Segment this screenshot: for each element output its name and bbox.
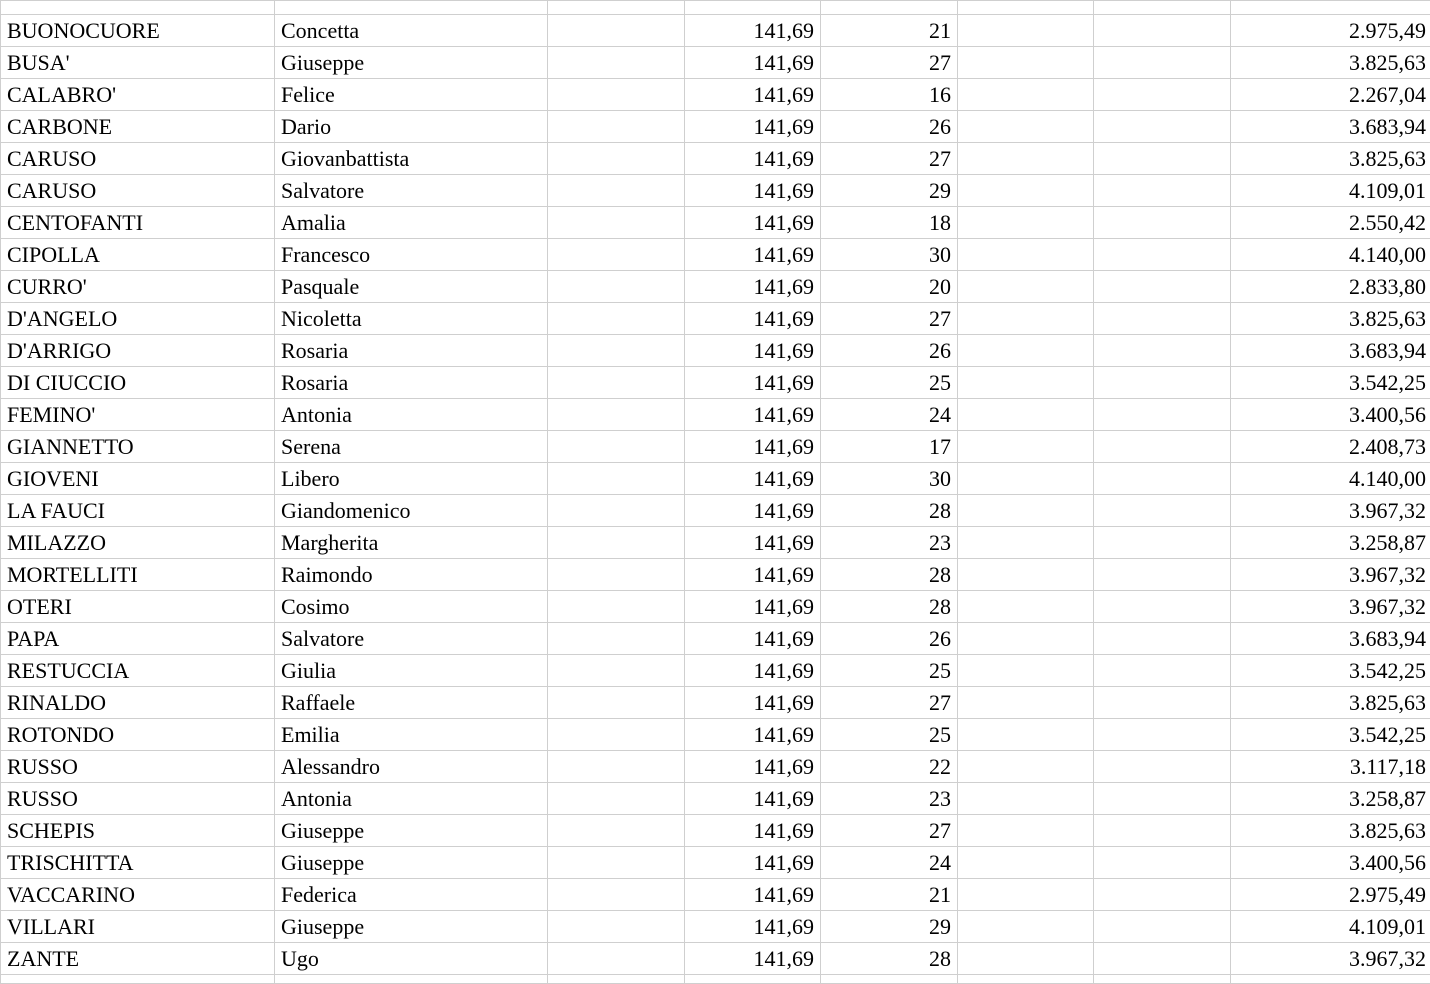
surname-cell[interactable]: CARUSO: [1, 143, 275, 175]
total-cell[interactable]: 3.825,63: [1231, 143, 1430, 175]
days-cell[interactable]: 30: [821, 239, 958, 271]
days-cell[interactable]: 23: [821, 527, 958, 559]
surname-cell[interactable]: BUSA': [1, 47, 275, 79]
rate-cell[interactable]: 141,69: [685, 111, 821, 143]
empty-cell[interactable]: [958, 623, 1094, 655]
first-name-cell[interactable]: Margherita: [275, 527, 548, 559]
empty-cell[interactable]: [958, 943, 1094, 975]
table-row: [1, 303, 1430, 335]
empty-cell[interactable]: [548, 335, 685, 367]
rate-cell[interactable]: 141,69: [685, 943, 821, 975]
table-row: [1, 15, 1430, 47]
table-cell[interactable]: [548, 975, 685, 984]
surname-cell[interactable]: RINALDO: [1, 687, 275, 719]
table-row: [1, 623, 1430, 655]
table-row: [1, 143, 1430, 175]
first-name-cell[interactable]: Giuseppe: [275, 911, 548, 943]
empty-cell[interactable]: [548, 623, 685, 655]
rate-cell[interactable]: 141,69: [685, 815, 821, 847]
empty-cell[interactable]: [958, 783, 1094, 815]
surname-cell[interactable]: BUONOCUORE: [1, 15, 275, 47]
table-row: [1, 943, 1430, 975]
table-cell[interactable]: [1094, 1, 1231, 15]
empty-cell[interactable]: [548, 431, 685, 463]
rate-cell[interactable]: 141,69: [685, 911, 821, 943]
surname-cell[interactable]: CARUSO: [1, 175, 275, 207]
surname-cell[interactable]: RUSSO: [1, 751, 275, 783]
first-name-cell[interactable]: Felice: [275, 79, 548, 111]
empty-cell[interactable]: [958, 47, 1094, 79]
empty-cell[interactable]: [958, 111, 1094, 143]
empty-cell[interactable]: [548, 495, 685, 527]
surname-cell[interactable]: OTERI: [1, 591, 275, 623]
table-row: [1, 559, 1430, 591]
days-cell[interactable]: 27: [821, 143, 958, 175]
first-name-cell[interactable]: Nicoletta: [275, 303, 548, 335]
first-name-cell[interactable]: Libero: [275, 463, 548, 495]
table-row: [1, 463, 1430, 495]
first-name-cell[interactable]: Antonia: [275, 399, 548, 431]
table-row: [1, 79, 1430, 111]
empty-cell[interactable]: [958, 207, 1094, 239]
empty-cell[interactable]: [958, 751, 1094, 783]
empty-cell[interactable]: [1094, 751, 1231, 783]
first-name-cell[interactable]: Giandomenico: [275, 495, 548, 527]
table-cell[interactable]: [821, 975, 958, 984]
first-name-cell[interactable]: Raimondo: [275, 559, 548, 591]
total-cell[interactable]: 3.400,56: [1231, 399, 1430, 431]
first-name-cell[interactable]: Serena: [275, 431, 548, 463]
empty-cell[interactable]: [1094, 79, 1231, 111]
empty-cell[interactable]: [958, 239, 1094, 271]
first-name-cell[interactable]: Federica: [275, 879, 548, 911]
days-cell[interactable]: 24: [821, 399, 958, 431]
rate-cell[interactable]: 141,69: [685, 143, 821, 175]
empty-cell[interactable]: [958, 911, 1094, 943]
days-cell[interactable]: 21: [821, 15, 958, 47]
empty-cell[interactable]: [548, 207, 685, 239]
rate-cell[interactable]: 141,69: [685, 527, 821, 559]
total-cell[interactable]: 3.542,25: [1231, 655, 1430, 687]
empty-cell[interactable]: [958, 175, 1094, 207]
total-cell[interactable]: 3.825,63: [1231, 47, 1430, 79]
total-cell[interactable]: 3.542,25: [1231, 719, 1430, 751]
empty-cell[interactable]: [548, 911, 685, 943]
table-row: [1, 47, 1430, 79]
empty-cell[interactable]: [958, 655, 1094, 687]
total-cell[interactable]: 3.825,63: [1231, 687, 1430, 719]
rate-cell[interactable]: 141,69: [685, 879, 821, 911]
days-cell[interactable]: 30: [821, 463, 958, 495]
table-cell[interactable]: [958, 975, 1094, 984]
rate-cell[interactable]: 141,69: [685, 207, 821, 239]
first-name-cell[interactable]: Alessandro: [275, 751, 548, 783]
total-cell[interactable]: 3.400,56: [1231, 847, 1430, 879]
days-cell[interactable]: 29: [821, 911, 958, 943]
days-cell[interactable]: 29: [821, 175, 958, 207]
table-cell[interactable]: [1, 975, 275, 984]
rate-cell[interactable]: 141,69: [685, 239, 821, 271]
empty-cell[interactable]: [1094, 367, 1231, 399]
total-cell[interactable]: 3.967,32: [1231, 495, 1430, 527]
days-cell[interactable]: 25: [821, 655, 958, 687]
empty-cell[interactable]: [958, 879, 1094, 911]
days-cell[interactable]: 27: [821, 47, 958, 79]
table-body: [1, 1, 1430, 984]
empty-cell[interactable]: [1094, 591, 1231, 623]
empty-cell[interactable]: [1094, 559, 1231, 591]
days-cell[interactable]: 20: [821, 271, 958, 303]
total-cell[interactable]: 2.833,80: [1231, 271, 1430, 303]
table-row: [1, 879, 1430, 911]
table-row: [1, 687, 1430, 719]
empty-cell[interactable]: [958, 79, 1094, 111]
empty-cell[interactable]: [548, 111, 685, 143]
first-name-cell[interactable]: Giovanbattista: [275, 143, 548, 175]
days-cell[interactable]: 28: [821, 943, 958, 975]
total-cell[interactable]: 2.975,49: [1231, 15, 1430, 47]
table-cell[interactable]: [548, 1, 685, 15]
first-name-cell[interactable]: Rosaria: [275, 367, 548, 399]
first-name-cell[interactable]: Giuseppe: [275, 47, 548, 79]
total-cell[interactable]: 3.117,18: [1231, 751, 1430, 783]
empty-cell[interactable]: [1094, 15, 1231, 47]
surname-cell[interactable]: MILAZZO: [1, 527, 275, 559]
empty-cell[interactable]: [1094, 303, 1231, 335]
empty-cell[interactable]: [1094, 623, 1231, 655]
empty-cell[interactable]: [548, 879, 685, 911]
surname-cell[interactable]: CIPOLLA: [1, 239, 275, 271]
days-cell[interactable]: 26: [821, 335, 958, 367]
partial-bottom-row: [1, 975, 1430, 984]
rate-cell[interactable]: 141,69: [685, 463, 821, 495]
empty-cell[interactable]: [958, 15, 1094, 47]
partial-top-row: [1, 1, 1430, 15]
surname-cell[interactable]: DI CIUCCIO: [1, 367, 275, 399]
empty-cell[interactable]: [1094, 463, 1231, 495]
empty-cell[interactable]: [548, 847, 685, 879]
first-name-cell[interactable]: Amalia: [275, 207, 548, 239]
empty-cell[interactable]: [958, 559, 1094, 591]
empty-cell[interactable]: [958, 527, 1094, 559]
empty-cell[interactable]: [548, 655, 685, 687]
rate-cell[interactable]: 141,69: [685, 271, 821, 303]
empty-cell[interactable]: [1094, 655, 1231, 687]
table-row: [1, 239, 1430, 271]
days-cell[interactable]: 21: [821, 879, 958, 911]
rate-cell[interactable]: 141,69: [685, 847, 821, 879]
rate-cell[interactable]: 141,69: [685, 591, 821, 623]
first-name-cell[interactable]: Raffaele: [275, 687, 548, 719]
empty-cell[interactable]: [548, 559, 685, 591]
surname-cell[interactable]: LA FAUCI: [1, 495, 275, 527]
rate-cell[interactable]: 141,69: [685, 431, 821, 463]
rate-cell[interactable]: 141,69: [685, 623, 821, 655]
empty-cell[interactable]: [548, 527, 685, 559]
days-cell[interactable]: 26: [821, 111, 958, 143]
rate-cell[interactable]: 141,69: [685, 175, 821, 207]
surname-cell[interactable]: CENTOFANTI: [1, 207, 275, 239]
table-cell[interactable]: [1231, 1, 1430, 15]
total-cell[interactable]: 4.140,00: [1231, 239, 1430, 271]
total-cell[interactable]: 3.967,32: [1231, 559, 1430, 591]
empty-cell[interactable]: [548, 239, 685, 271]
total-cell[interactable]: 3.542,25: [1231, 367, 1430, 399]
days-cell[interactable]: 24: [821, 847, 958, 879]
empty-cell[interactable]: [958, 591, 1094, 623]
first-name-cell[interactable]: Cosimo: [275, 591, 548, 623]
days-cell[interactable]: 17: [821, 431, 958, 463]
rate-cell[interactable]: 141,69: [685, 367, 821, 399]
first-name-cell[interactable]: Salvatore: [275, 623, 548, 655]
empty-cell[interactable]: [1094, 335, 1231, 367]
empty-cell[interactable]: [958, 367, 1094, 399]
empty-cell[interactable]: [548, 79, 685, 111]
surname-cell[interactable]: TRISCHITTA: [1, 847, 275, 879]
first-name-cell[interactable]: Ugo: [275, 943, 548, 975]
rate-cell[interactable]: 141,69: [685, 719, 821, 751]
rate-cell[interactable]: 141,69: [685, 655, 821, 687]
table-row: [1, 783, 1430, 815]
rate-cell[interactable]: 141,69: [685, 79, 821, 111]
surname-cell[interactable]: FEMINO': [1, 399, 275, 431]
first-name-cell[interactable]: Emilia: [275, 719, 548, 751]
empty-cell[interactable]: [958, 335, 1094, 367]
surname-cell[interactable]: RUSSO: [1, 783, 275, 815]
days-cell[interactable]: 27: [821, 815, 958, 847]
empty-cell[interactable]: [958, 687, 1094, 719]
table-row: [1, 431, 1430, 463]
empty-cell[interactable]: [1094, 47, 1231, 79]
surname-cell[interactable]: VILLARI: [1, 911, 275, 943]
empty-cell[interactable]: [1094, 431, 1231, 463]
total-cell[interactable]: 3.825,63: [1231, 303, 1430, 335]
empty-cell[interactable]: [548, 783, 685, 815]
first-name-cell[interactable]: Salvatore: [275, 175, 548, 207]
empty-cell[interactable]: [958, 143, 1094, 175]
table-row: [1, 751, 1430, 783]
days-cell[interactable]: 28: [821, 591, 958, 623]
total-cell[interactable]: 2.408,73: [1231, 431, 1430, 463]
empty-cell[interactable]: [1094, 815, 1231, 847]
surname-cell[interactable]: GIOVENI: [1, 463, 275, 495]
first-name-cell[interactable]: Concetta: [275, 15, 548, 47]
rate-cell[interactable]: 141,69: [685, 559, 821, 591]
empty-cell[interactable]: [1094, 111, 1231, 143]
total-cell[interactable]: 2.975,49: [1231, 879, 1430, 911]
rate-cell[interactable]: 141,69: [685, 751, 821, 783]
empty-cell[interactable]: [958, 815, 1094, 847]
first-name-cell[interactable]: Giulia: [275, 655, 548, 687]
surname-cell[interactable]: CURRO': [1, 271, 275, 303]
empty-cell[interactable]: [548, 751, 685, 783]
rate-cell[interactable]: 141,69: [685, 495, 821, 527]
days-cell[interactable]: 25: [821, 367, 958, 399]
empty-cell[interactable]: [1094, 943, 1231, 975]
empty-cell[interactable]: [1094, 879, 1231, 911]
total-cell[interactable]: 3.258,87: [1231, 783, 1430, 815]
first-name-cell[interactable]: Giuseppe: [275, 847, 548, 879]
empty-cell[interactable]: [548, 591, 685, 623]
empty-cell[interactable]: [1094, 143, 1231, 175]
table-row: [1, 847, 1430, 879]
empty-cell[interactable]: [958, 399, 1094, 431]
surname-cell[interactable]: GIANNETTO: [1, 431, 275, 463]
rate-cell[interactable]: 141,69: [685, 303, 821, 335]
table-row: [1, 399, 1430, 431]
empty-cell[interactable]: [1094, 239, 1231, 271]
table-row: [1, 111, 1430, 143]
table-row: [1, 175, 1430, 207]
rate-cell[interactable]: 141,69: [685, 15, 821, 47]
total-cell[interactable]: 2.267,04: [1231, 79, 1430, 111]
empty-cell[interactable]: [548, 943, 685, 975]
total-cell[interactable]: 3.258,87: [1231, 527, 1430, 559]
table-row: [1, 495, 1430, 527]
total-cell[interactable]: 4.140,00: [1231, 463, 1430, 495]
empty-cell[interactable]: [1094, 783, 1231, 815]
surname-cell[interactable]: RESTUCCIA: [1, 655, 275, 687]
table-cell[interactable]: [275, 975, 548, 984]
empty-cell[interactable]: [1094, 495, 1231, 527]
table-cell[interactable]: [685, 1, 821, 15]
empty-cell[interactable]: [1094, 719, 1231, 751]
table-cell[interactable]: [958, 1, 1094, 15]
empty-cell[interactable]: [548, 367, 685, 399]
surname-cell[interactable]: D'ARRIGO: [1, 335, 275, 367]
surname-cell[interactable]: ZANTE: [1, 943, 275, 975]
empty-cell[interactable]: [1094, 527, 1231, 559]
table-row: [1, 367, 1430, 399]
total-cell[interactable]: 3.825,63: [1231, 815, 1430, 847]
empty-cell[interactable]: [548, 175, 685, 207]
days-cell[interactable]: 23: [821, 783, 958, 815]
days-cell[interactable]: 25: [821, 719, 958, 751]
empty-cell[interactable]: [1094, 271, 1231, 303]
table-cell[interactable]: [275, 1, 548, 15]
surname-cell[interactable]: CARBONE: [1, 111, 275, 143]
empty-cell[interactable]: [958, 271, 1094, 303]
empty-cell[interactable]: [1094, 175, 1231, 207]
empty-cell[interactable]: [548, 47, 685, 79]
empty-cell[interactable]: [958, 431, 1094, 463]
total-cell[interactable]: 2.550,42: [1231, 207, 1430, 239]
rate-cell[interactable]: 141,69: [685, 783, 821, 815]
total-cell[interactable]: 3.683,94: [1231, 623, 1430, 655]
surname-cell[interactable]: SCHEPIS: [1, 815, 275, 847]
days-cell[interactable]: 16: [821, 79, 958, 111]
table-cell[interactable]: [1231, 975, 1430, 984]
empty-cell[interactable]: [1094, 687, 1231, 719]
empty-cell[interactable]: [1094, 911, 1231, 943]
empty-cell[interactable]: [548, 815, 685, 847]
total-cell[interactable]: 4.109,01: [1231, 175, 1430, 207]
table-row: [1, 655, 1430, 687]
empty-cell[interactable]: [548, 143, 685, 175]
days-cell[interactable]: 27: [821, 687, 958, 719]
first-name-cell[interactable]: Giuseppe: [275, 815, 548, 847]
table-row: [1, 207, 1430, 239]
empty-cell[interactable]: [958, 495, 1094, 527]
empty-cell[interactable]: [548, 271, 685, 303]
table-row: [1, 527, 1430, 559]
empty-cell[interactable]: [1094, 207, 1231, 239]
days-cell[interactable]: 28: [821, 559, 958, 591]
rate-cell[interactable]: 141,69: [685, 47, 821, 79]
empty-cell[interactable]: [548, 719, 685, 751]
table-row: [1, 591, 1430, 623]
first-name-cell[interactable]: Francesco: [275, 239, 548, 271]
days-cell[interactable]: 27: [821, 303, 958, 335]
first-name-cell[interactable]: Dario: [275, 111, 548, 143]
empty-cell[interactable]: [958, 719, 1094, 751]
empty-cell[interactable]: [1094, 847, 1231, 879]
days-cell[interactable]: 28: [821, 495, 958, 527]
total-cell[interactable]: 3.967,32: [1231, 943, 1430, 975]
surname-cell[interactable]: PAPA: [1, 623, 275, 655]
table-cell[interactable]: [1, 1, 275, 15]
empty-cell[interactable]: [548, 303, 685, 335]
surname-cell[interactable]: D'ANGELO: [1, 303, 275, 335]
table-row: [1, 815, 1430, 847]
surname-cell[interactable]: CALABRO': [1, 79, 275, 111]
first-name-cell[interactable]: Pasquale: [275, 271, 548, 303]
total-cell[interactable]: 3.683,94: [1231, 111, 1430, 143]
total-cell[interactable]: 4.109,01: [1231, 911, 1430, 943]
surname-cell[interactable]: VACCARINO: [1, 879, 275, 911]
empty-cell[interactable]: [958, 463, 1094, 495]
empty-cell[interactable]: [548, 687, 685, 719]
table-cell[interactable]: [821, 1, 958, 15]
empty-cell[interactable]: [1094, 399, 1231, 431]
rate-cell[interactable]: 141,69: [685, 335, 821, 367]
table-cell[interactable]: [1094, 975, 1231, 984]
days-cell[interactable]: 18: [821, 207, 958, 239]
empty-cell[interactable]: [548, 399, 685, 431]
total-cell[interactable]: 3.683,94: [1231, 335, 1430, 367]
table-row: [1, 271, 1430, 303]
surname-cell[interactable]: ROTONDO: [1, 719, 275, 751]
days-cell[interactable]: 26: [821, 623, 958, 655]
table-row: [1, 719, 1430, 751]
first-name-cell[interactable]: Rosaria: [275, 335, 548, 367]
first-name-cell[interactable]: Antonia: [275, 783, 548, 815]
empty-cell[interactable]: [958, 847, 1094, 879]
days-cell[interactable]: 22: [821, 751, 958, 783]
empty-cell[interactable]: [548, 15, 685, 47]
empty-cell[interactable]: [958, 303, 1094, 335]
empty-cell[interactable]: [548, 463, 685, 495]
table-cell[interactable]: [685, 975, 821, 984]
surname-cell[interactable]: MORTELLITI: [1, 559, 275, 591]
rate-cell[interactable]: 141,69: [685, 687, 821, 719]
table-row: [1, 335, 1430, 367]
total-cell[interactable]: 3.967,32: [1231, 591, 1430, 623]
table-row: [1, 911, 1430, 943]
rate-cell[interactable]: 141,69: [685, 399, 821, 431]
